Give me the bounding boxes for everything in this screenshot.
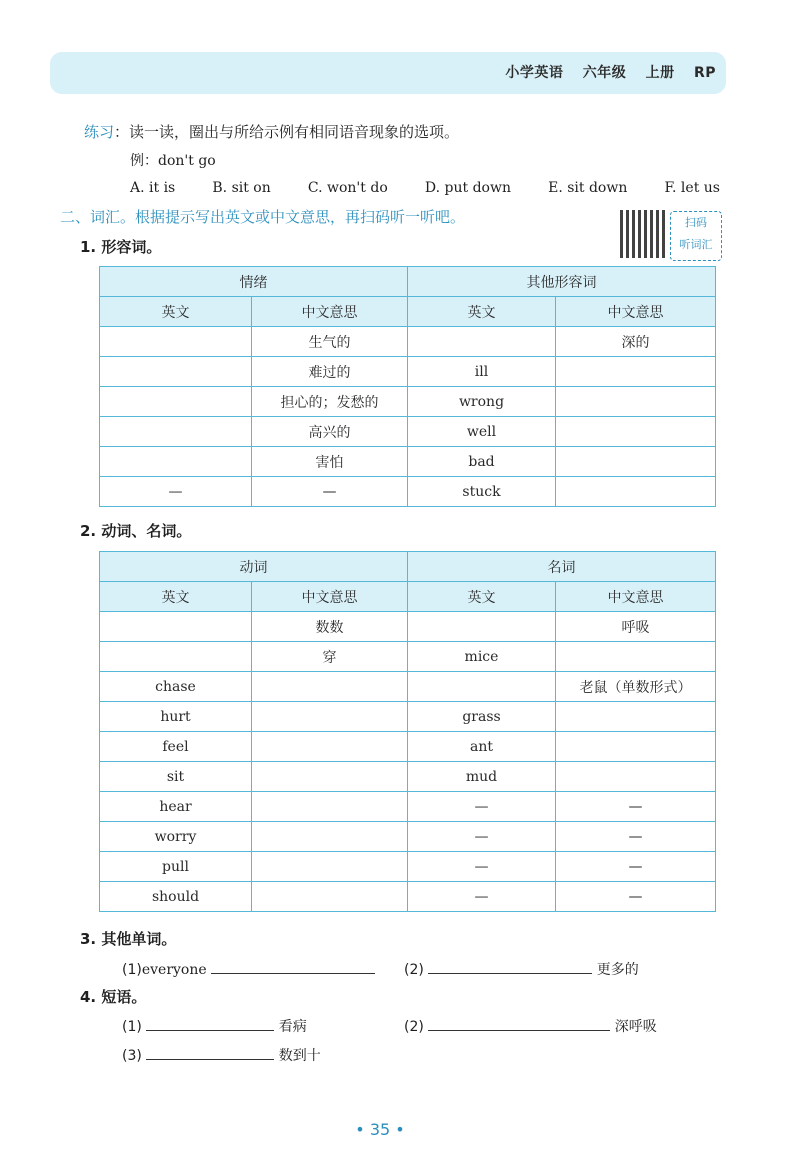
cell[interactable]: ill: [408, 357, 556, 387]
cell: —: [556, 852, 716, 882]
cell: —: [408, 792, 556, 822]
practice-instruction: [84, 121, 459, 142]
cell[interactable]: [556, 357, 716, 387]
cell: —: [100, 477, 252, 507]
cell[interactable]: [252, 762, 408, 792]
col-chinese: 中文意思: [252, 297, 408, 327]
item-number: (2): [404, 1019, 424, 1035]
item-number: (3): [122, 1048, 142, 1064]
cell[interactable]: [556, 642, 716, 672]
book-info: [491, 62, 716, 82]
item-number: (1): [122, 1019, 142, 1035]
group-other-adjectives: 其他形容词: [408, 267, 716, 297]
option-f[interactable]: F. let us: [664, 180, 720, 196]
qr-code-icon[interactable]: [620, 210, 668, 258]
other-words-title: 3. 其他单词。: [80, 930, 177, 948]
col-chinese: 中文意思: [556, 297, 716, 327]
cell[interactable]: feel: [100, 732, 252, 762]
phrase-3: [122, 1043, 321, 1065]
cell[interactable]: [556, 447, 716, 477]
item-word: everyone: [141, 962, 207, 978]
table-row: [100, 672, 716, 702]
example-text: don't go: [158, 153, 216, 169]
adjectives-title: 1. 形容词。: [80, 238, 162, 256]
col-english: 英文: [408, 582, 556, 612]
table-row: [100, 762, 716, 792]
verbs-nouns-table: [99, 551, 716, 912]
other-word-2: [404, 957, 639, 979]
cell: —: [408, 852, 556, 882]
cell[interactable]: 呼吸: [556, 612, 716, 642]
cell[interactable]: [556, 732, 716, 762]
cell[interactable]: hear: [100, 792, 252, 822]
cell[interactable]: grass: [408, 702, 556, 732]
cell: —: [252, 477, 408, 507]
cell[interactable]: chase: [100, 672, 252, 702]
col-chinese: 中文意思: [252, 582, 408, 612]
cell[interactable]: [408, 612, 556, 642]
practice-example: [130, 150, 216, 170]
cell[interactable]: hurt: [100, 702, 252, 732]
scan-hint-line1: 扫码: [685, 216, 707, 229]
cell[interactable]: wrong: [408, 387, 556, 417]
table-row: [100, 642, 716, 672]
table-row: [100, 417, 716, 447]
practice-text: ：读一读，圈出与所给示例有相同语音现象的选项。: [114, 123, 460, 141]
cell[interactable]: [252, 702, 408, 732]
cell[interactable]: [252, 792, 408, 822]
page-number: • 35 •: [355, 1120, 405, 1139]
scan-hint-line2: 听词汇: [679, 238, 713, 251]
cell: —: [556, 882, 716, 912]
item-word: 更多的: [596, 962, 639, 978]
phrase-1: [122, 1014, 307, 1036]
table-row: [100, 792, 716, 822]
cell[interactable]: [556, 762, 716, 792]
cell[interactable]: [252, 822, 408, 852]
adjectives-table: [99, 266, 716, 507]
cell: —: [556, 822, 716, 852]
cell[interactable]: 深的: [556, 327, 716, 357]
cell[interactable]: [100, 357, 252, 387]
table-row: [100, 387, 716, 417]
cell[interactable]: pull: [100, 852, 252, 882]
answer-blank[interactable]: [428, 1014, 610, 1031]
table-row: [100, 477, 716, 507]
verbs-nouns-title: 2. 动词、名词。: [80, 522, 192, 540]
practice-options: [130, 180, 720, 196]
edition-label: RP: [693, 65, 716, 81]
cell[interactable]: stuck: [408, 477, 556, 507]
cell[interactable]: mud: [408, 762, 556, 792]
scan-hint: [670, 211, 722, 261]
item-word: 数到十: [278, 1048, 321, 1064]
grade-label: 六年级: [582, 65, 627, 81]
item-word: 深呼吸: [614, 1019, 657, 1035]
answer-blank[interactable]: [146, 1014, 274, 1031]
cell[interactable]: 生气的: [252, 327, 408, 357]
col-chinese: 中文意思: [556, 582, 716, 612]
cell[interactable]: [100, 417, 252, 447]
col-english: 英文: [100, 297, 252, 327]
example-label: 例：: [130, 153, 158, 169]
table-row: [100, 732, 716, 762]
cell[interactable]: 老鼠（单数形式）: [556, 672, 716, 702]
subject-label: 小学英语: [505, 65, 564, 81]
cell[interactable]: should: [100, 882, 252, 912]
option-a[interactable]: A. it is: [130, 180, 176, 196]
option-b[interactable]: B. sit on: [212, 180, 271, 196]
cell[interactable]: 高兴的: [252, 417, 408, 447]
cell[interactable]: 难过的: [252, 357, 408, 387]
volume-label: 上册: [645, 65, 675, 81]
cell[interactable]: [252, 672, 408, 702]
cell[interactable]: sit: [100, 762, 252, 792]
cell: —: [556, 792, 716, 822]
table-row: [100, 612, 716, 642]
phrases-title: 4. 短语。: [80, 988, 147, 1006]
cell[interactable]: [556, 702, 716, 732]
section-vocabulary-title: 二、词汇。根据提示写出英文或中文意思，再扫码听一听吧。: [60, 208, 466, 226]
item-number: (1): [122, 962, 142, 978]
item-number: (2): [404, 962, 424, 978]
table-row: [100, 327, 716, 357]
col-english: 英文: [408, 297, 556, 327]
cell[interactable]: [252, 732, 408, 762]
phrase-2: [404, 1014, 657, 1036]
cell[interactable]: worry: [100, 822, 252, 852]
cell[interactable]: [252, 882, 408, 912]
answer-blank[interactable]: [428, 957, 592, 974]
col-english: 英文: [100, 582, 252, 612]
table-row: [100, 357, 716, 387]
table-row: [100, 447, 716, 477]
cell[interactable]: [556, 417, 716, 447]
table-row: [100, 852, 716, 882]
option-c[interactable]: C. won't do: [307, 180, 388, 196]
cell: —: [408, 882, 556, 912]
cell[interactable]: [100, 447, 252, 477]
practice-label: 练习: [84, 123, 115, 141]
cell[interactable]: [556, 477, 716, 507]
cell[interactable]: [252, 852, 408, 882]
group-emotion: 情绪: [100, 267, 408, 297]
cell[interactable]: 数数: [252, 612, 408, 642]
group-nouns: 名词: [408, 552, 716, 582]
cell[interactable]: [100, 642, 252, 672]
cell[interactable]: [408, 672, 556, 702]
cell[interactable]: bad: [408, 447, 556, 477]
answer-blank[interactable]: [146, 1043, 274, 1060]
cell[interactable]: mice: [408, 642, 556, 672]
cell[interactable]: [408, 327, 556, 357]
cell[interactable]: 穿: [252, 642, 408, 672]
cell[interactable]: [100, 387, 252, 417]
cell[interactable]: [556, 387, 716, 417]
cell[interactable]: 担心的；发愁的: [252, 387, 408, 417]
option-d[interactable]: D. put down: [424, 180, 511, 196]
option-e[interactable]: E. sit down: [548, 180, 628, 196]
cell[interactable]: 害怕: [252, 447, 408, 477]
table-row: [100, 702, 716, 732]
other-word-1: [122, 957, 375, 978]
table-row: [100, 822, 716, 852]
answer-blank[interactable]: [211, 957, 375, 974]
cell[interactable]: [100, 327, 252, 357]
item-word: 看病: [278, 1019, 307, 1035]
cell[interactable]: [100, 612, 252, 642]
group-verbs: 动词: [100, 552, 408, 582]
cell[interactable]: well: [408, 417, 556, 447]
table-row: [100, 882, 716, 912]
cell[interactable]: ant: [408, 732, 556, 762]
cell: —: [408, 822, 556, 852]
